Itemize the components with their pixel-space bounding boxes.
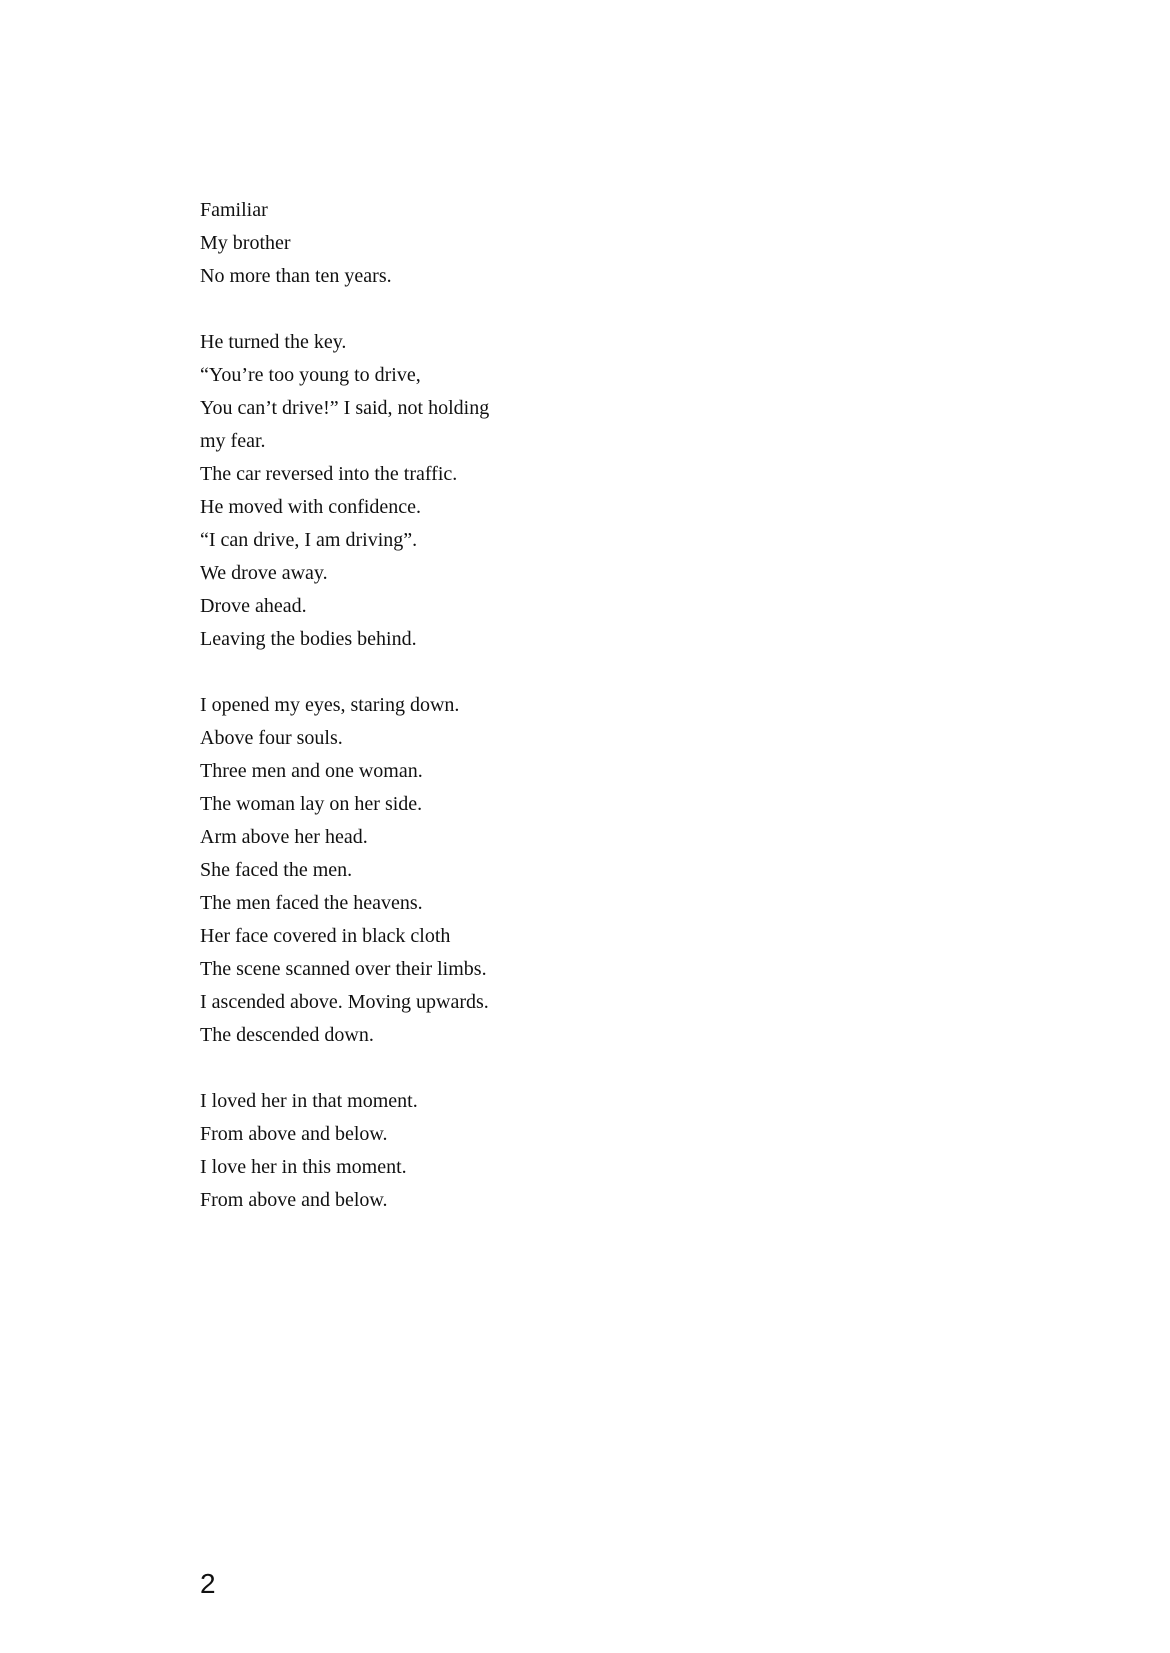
- poem-line: We drove away.: [200, 562, 328, 584]
- poem-line: The descended down.: [200, 1024, 374, 1046]
- stanza-2: [200, 326, 800, 656]
- poem-line: I loved her in that moment.: [200, 1090, 418, 1112]
- poem-line: Three men and one woman.: [200, 760, 423, 782]
- stanza-4: [200, 1085, 800, 1217]
- poem-line: The men faced the heavens.: [200, 892, 423, 914]
- poem-line: Familiar: [200, 199, 268, 221]
- poem-line: Above four souls.: [200, 727, 343, 749]
- poem-line: My brother: [200, 232, 291, 254]
- poem-line: He turned the key.: [200, 331, 347, 353]
- poem-line: The car reversed into the traffic.: [200, 463, 458, 485]
- poem-line: “I can drive, I am driving”.: [200, 529, 418, 551]
- poem-line: She faced the men.: [200, 859, 353, 881]
- poem-line: The woman lay on her side.: [200, 793, 423, 815]
- poem-line: Arm above her head.: [200, 826, 368, 848]
- poem-line: Drove ahead.: [200, 595, 307, 617]
- poem-line: From above and below.: [200, 1123, 388, 1145]
- stanza-3: [200, 689, 800, 1052]
- poem-line: He moved with confidence.: [200, 496, 422, 518]
- poem-line: my fear.: [200, 430, 266, 452]
- poem-line: I love her in this moment.: [200, 1156, 407, 1178]
- poem-line: I opened my eyes, staring down.: [200, 694, 460, 716]
- poem-line: Leaving the bodies behind.: [200, 628, 417, 650]
- poem-line: From above and below.: [200, 1189, 388, 1211]
- poem-line: Her face covered in black cloth: [200, 925, 451, 947]
- poem-line: “You’re too young to drive,: [200, 364, 421, 386]
- poem-line: No more than ten years.: [200, 265, 392, 287]
- poem-line: I ascended above. Moving upwards.: [200, 991, 489, 1013]
- poem-line: The scene scanned over their limbs.: [200, 958, 487, 980]
- poem-body: [200, 194, 800, 1217]
- poem-line: You can’t drive!” I said, not holding: [200, 397, 490, 419]
- stanza-1: [200, 194, 800, 293]
- page-number: 2: [200, 1568, 216, 1599]
